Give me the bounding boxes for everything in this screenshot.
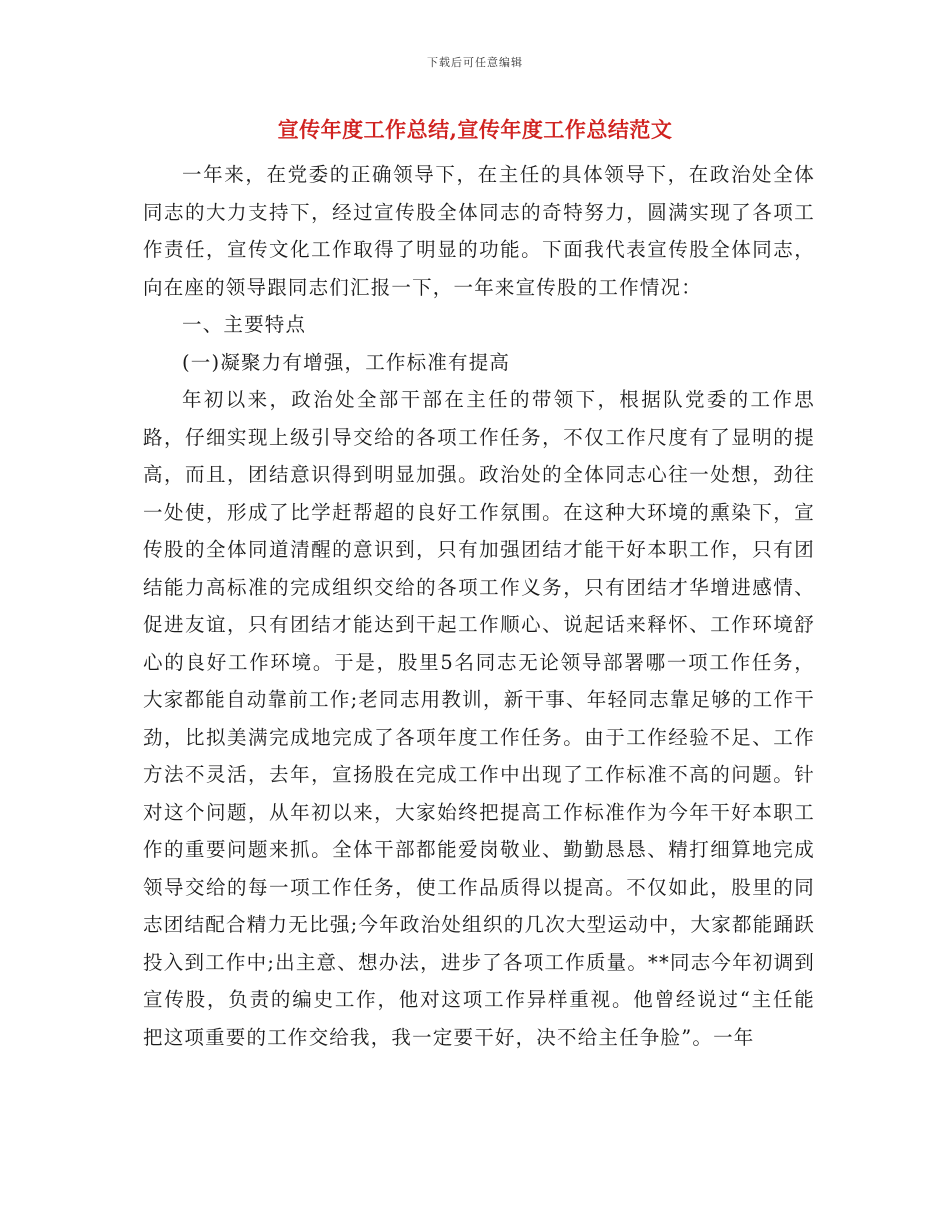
paragraph-intro: 一年来，在党委的正确领导下，在主任的具体领导下，在政治处全体同志的大力支持下，经过宣传股全体同志的奇特努力，圆满实现了各项工作责任，宣传文化工作取得了明显的功能。下面我代表宣传股全体同志，向在座的领导跟同志们汇报一下，一年来宣传股的工作情况： [143, 163, 815, 299]
section-heading: 一、主要特点 [182, 313, 307, 336]
document-title: 宣传年度工作总结,宣传年度工作总结范文 [277, 117, 673, 142]
paragraph-body: 年初以来，政治处全部干部在主任的带领下，根据队党委的工作思路，仔细实现上级引导交给的各项工作任务，不仅工作尺度有了显明的提高，而且，团结意识得到明显加强。政治处的全体同志心往一处想，劲往一处使，形成了比学赶帮超的良好工作氛围。在这种大环境的熏染下，宣传股的全体同道清醒的意识到，只有加强团结才能干好本职工作，只有团结能力高标准的完成组织交给的各项工作义务，只有团结才华增进感情、促进友谊，只有团结才能达到干起工作顺心、说起话来释怀、工作环境舒心的良好工作环境。于是，股里5名同志无论领导部署哪一项工作任务，大家都能自动靠前工作;老同志用教训，新干事、年轻同志靠足够的工作干劲，比拟美满完成地完成了各项年度工作任务。由于工作经验不足、工作方法不灵活，去年，宣扬股在完成工作中出现了工作标准不高的问题。针对这个问题，从年初以来，大家始终把提高工作标准作为今年干好本职工作的重要问题来抓。全体干部都能爱岗敬业、勤勤恳恳、精打细算地完成领导交给的每一项工作任务，使工作品质得以提高。不仅如此，股里的同志团结配合精力无比强;今年政治处组织的几次大型运动中，大家都能踊跃投入到工作中;出主意、想办法，进步了各项工作质量。**同志今年初调到宣传股，负责的编史工作，他对这项工作异样重视。他曾经说过“主任能把这项重要的工作交给我，我一定要干好，决不给主任争脸”。一年 [143, 388, 815, 1049]
subsection-heading: (一)凝聚力有增强，工作标准有提高 [182, 350, 511, 374]
document-body [143, 156, 815, 1056]
page-header-note: 下载后可任意编辑 [427, 56, 523, 69]
